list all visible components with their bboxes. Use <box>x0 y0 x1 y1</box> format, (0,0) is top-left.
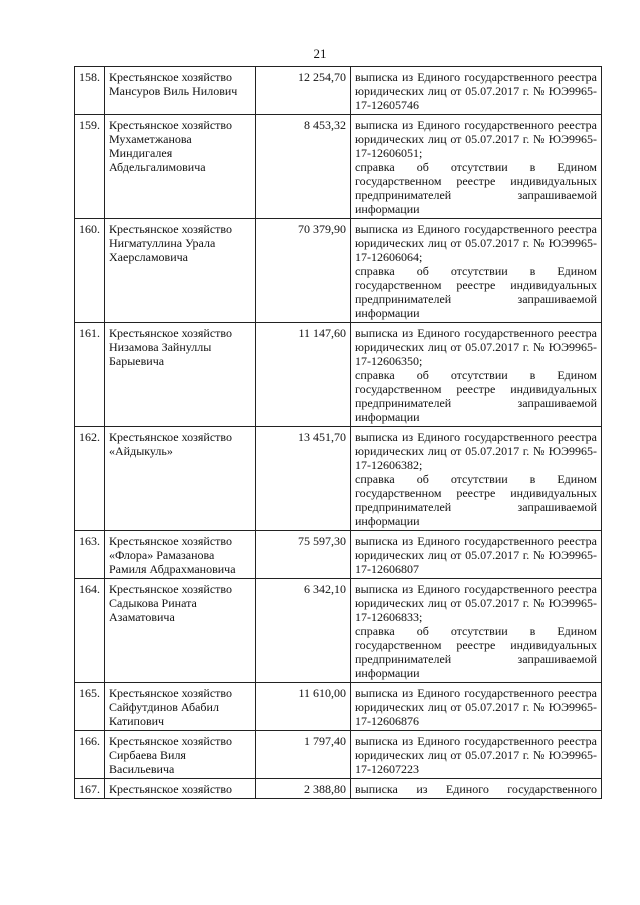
subsidy-amount: 12 254,70 <box>256 67 351 115</box>
farm-name-line: Сирбаева Виля <box>109 748 186 762</box>
table-row <box>75 531 602 579</box>
document-entry: выписка из Единого государственного реестра юридических лиц от 05.07.2017 г. № ЮЭ9965-17-12606807 <box>355 534 597 576</box>
subsidy-amount: 75 597,30 <box>256 531 351 579</box>
document-entry: выписка из Единого государственного реестра юридических лиц от 05.07.2017 г. № ЮЭ9965-17-12606833; <box>355 582 597 624</box>
farm-name <box>105 219 256 323</box>
farm-name-line: Крестьянское хозяйство <box>109 70 233 84</box>
farm-name <box>105 323 256 427</box>
subsidy-amount: 11 147,60 <box>256 323 351 427</box>
farm-name-line: Крестьянское хозяйство <box>109 326 233 340</box>
document-entry: выписка из Единого государственного реестра юридических лиц от 05.07.2017 г. № ЮЭ9965-17-12606876 <box>355 686 597 728</box>
table-row <box>75 683 602 731</box>
table-row <box>75 731 602 779</box>
farm-name-line: Садыкова Рината <box>109 596 197 610</box>
farm-name-line: Низамова Зайнуллы <box>109 340 212 354</box>
subsidy-amount: 2 388,80 <box>256 779 351 799</box>
row-number: 166. <box>75 731 105 779</box>
farm-name <box>105 115 256 219</box>
supporting-documents <box>351 779 602 799</box>
supporting-documents <box>351 683 602 731</box>
subsidy-amount: 1 797,40 <box>256 731 351 779</box>
farm-name-line: Нигматуллина Урала <box>109 236 216 250</box>
row-number: 165. <box>75 683 105 731</box>
supporting-documents <box>351 531 602 579</box>
table-row <box>75 427 602 531</box>
document-entry: справка об отсутствии в Едином государственном реестре индивидуальных предпринимателей запрашиваемой информации <box>355 160 597 216</box>
farm-name <box>105 731 256 779</box>
table-row <box>75 219 602 323</box>
row-number: 161. <box>75 323 105 427</box>
farm-name-line: Катипович <box>109 714 165 728</box>
farm-name-line: «Флора» Рамазанова <box>109 548 215 562</box>
document-entry: выписка из Единого государственного <box>355 782 597 796</box>
document-entry: выписка из Единого государственного реестра юридических лиц от 05.07.2017 г. № ЮЭ9965-17-12606350; <box>355 326 597 368</box>
document-entry: выписка из Единого государственного реестра юридических лиц от 05.07.2017 г. № ЮЭ9965-17-12606382; <box>355 430 597 472</box>
farm-name <box>105 427 256 531</box>
row-number: 167. <box>75 779 105 799</box>
farm-name-line: Мухаметжанова <box>109 132 192 146</box>
farm-name <box>105 683 256 731</box>
document-entry: справка об отсутствии в Едином государственном реестре индивидуальных предпринимателей запрашиваемой информации <box>355 368 597 424</box>
row-number: 160. <box>75 219 105 323</box>
supporting-documents <box>351 323 602 427</box>
row-number: 159. <box>75 115 105 219</box>
farm-name-line: Барыевича <box>109 354 165 368</box>
supporting-documents <box>351 731 602 779</box>
farm-name <box>105 779 256 799</box>
farm-name <box>105 579 256 683</box>
farm-name-line: Хаерсламовича <box>109 250 189 264</box>
farm-name-line: Крестьянское хозяйство <box>109 534 233 548</box>
subsidy-amount: 13 451,70 <box>256 427 351 531</box>
table-row <box>75 67 602 115</box>
registry-table-body <box>75 67 602 799</box>
supporting-documents <box>351 219 602 323</box>
farm-name-line: Мансуров Виль Нилович <box>109 84 238 98</box>
subsidy-amount: 8 453,32 <box>256 115 351 219</box>
document-entry: справка об отсутствии в Едином государственном реестре индивидуальных предпринимателей запрашиваемой информации <box>355 264 597 320</box>
farm-name-line: Рамиля Абдрахмановича <box>109 562 236 576</box>
farm-name-line: Миндигалея <box>109 146 173 160</box>
document-entry: справка об отсутствии в Едином государственном реестре индивидуальных предпринимателей запрашиваемой информации <box>355 472 597 528</box>
subsidy-amount: 11 610,00 <box>256 683 351 731</box>
table-row <box>75 779 602 799</box>
farm-name-line: Абдельгалимовича <box>109 160 206 174</box>
subsidy-amount: 6 342,10 <box>256 579 351 683</box>
subsidy-amount: 70 379,90 <box>256 219 351 323</box>
row-number: 164. <box>75 579 105 683</box>
farm-name-line: Сайфутдинов Абабил <box>109 700 219 714</box>
farm-name-line: Азаматовича <box>109 610 175 624</box>
registry-table <box>74 66 602 799</box>
table-row <box>75 323 602 427</box>
farm-name-line: Крестьянское хозяйство <box>109 734 233 748</box>
row-number: 158. <box>75 67 105 115</box>
farm-name-line: Крестьянское хозяйство <box>109 118 233 132</box>
farm-name-line: «Айдыкуль» <box>109 444 173 458</box>
farm-name-line: Крестьянское хозяйство <box>109 222 233 236</box>
table-row <box>75 579 602 683</box>
farm-name-line: Крестьянское хозяйство <box>109 582 233 596</box>
row-number: 162. <box>75 427 105 531</box>
farm-name <box>105 531 256 579</box>
document-entry: выписка из Единого государственного реестра юридических лиц от 05.07.2017 г. № ЮЭ9965-17-12606051; <box>355 118 597 160</box>
supporting-documents <box>351 67 602 115</box>
farm-name <box>105 67 256 115</box>
supporting-documents <box>351 579 602 683</box>
document-entry: выписка из Единого государственного реестра юридических лиц от 05.07.2017 г. № ЮЭ9965-17-12605746 <box>355 70 597 112</box>
farm-name-line: Крестьянское хозяйство <box>109 430 233 444</box>
document-entry: выписка из Единого государственного реестра юридических лиц от 05.07.2017 г. № ЮЭ9965-17-12607223 <box>355 734 597 776</box>
farm-name-line: Васильевича <box>109 762 175 776</box>
document-entry: выписка из Единого государственного реестра юридических лиц от 05.07.2017 г. № ЮЭ9965-17-12606064; <box>355 222 597 264</box>
farm-name-line: Крестьянское хозяйство <box>109 686 233 700</box>
page-number: 21 <box>313 46 327 61</box>
document-entry: справка об отсутствии в Едином государственном реестре индивидуальных предпринимателей запрашиваемой информации <box>355 624 597 680</box>
table-row <box>75 115 602 219</box>
farm-name-line: Крестьянское хозяйство <box>109 782 233 796</box>
supporting-documents <box>351 427 602 531</box>
supporting-documents <box>351 115 602 219</box>
row-number: 163. <box>75 531 105 579</box>
